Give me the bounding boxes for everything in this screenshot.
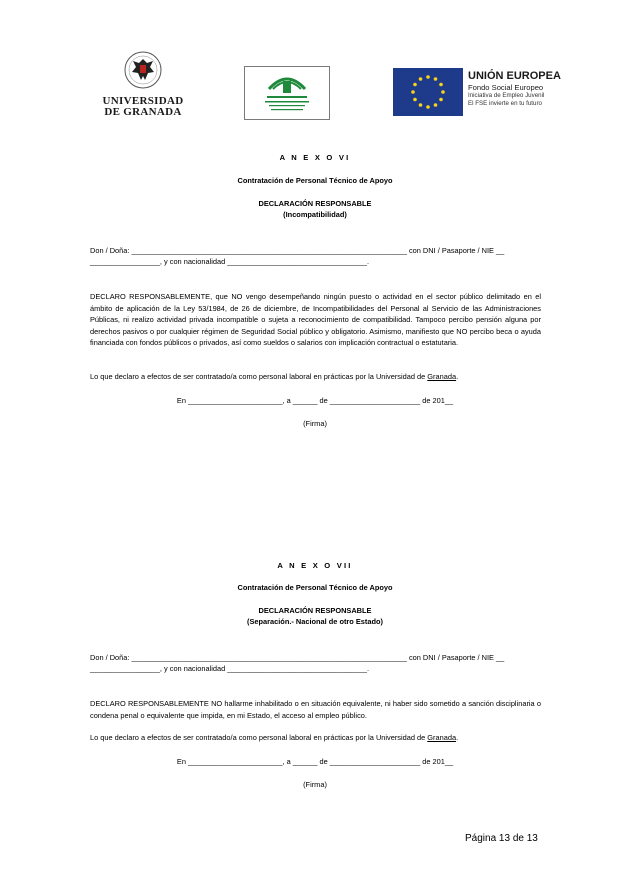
closing-text: Lo que declaro a efectos de ser contratado/a como personal laboral en prácticas por la Universidad de (90, 372, 428, 381)
annex6-body: DECLARO RESPONSABLEMENTE, que NO vengo desempeñando ningún puesto o actividad en el sector público delimitado en el ámbito de aplicación de la Ley 53/1984, de 26 de diciembre, de Incompatibilidades del Personal al Servicio de las Administraciones Públicas, ni realizo actividad privada incompatible o sujeta a reconocimiento de compatibilidad. Tampoco percibo pensión alguna por derechos pasivos o por cualquier régimen de Seguridad Social público y obligatorio. Asimismo, manifiesto que NO percibo beca o ayuda financiada con fondos públicos o privados, así como sueldos o salarios con implicación contractual o estatutaria. (90, 292, 541, 348)
page-number: Página 13 de 13 (465, 833, 538, 844)
eu-stars-icon (393, 68, 463, 116)
annex7-signature: (Firma) (303, 780, 327, 789)
annex7-place-date[interactable]: En _______________________, a ______ de ______________________ de 201__ (176, 757, 454, 766)
nationality-label: , y con nacionalidad (159, 257, 228, 266)
junta-emblem-icon (245, 67, 329, 119)
annex7-decl-subtitle: (Separación.- Nacional de otro Estado) (247, 617, 383, 626)
eu-text-block (468, 70, 568, 108)
dni-blank[interactable]: _________________ (90, 257, 160, 266)
university-name-line2: DE GRANADA (104, 106, 182, 118)
closing-text: Lo que declaro a efectos de ser contratado/a como personal laboral en prácticas por la Universidad de (90, 733, 428, 742)
eu-line1: Iniciativa de Empleo Juvenil (468, 92, 545, 99)
name-label: Don / Doña: (90, 246, 132, 255)
university-name-line1: UNIVERSIDAD (102, 95, 184, 107)
annex7-title: A N E X O VII (277, 561, 353, 570)
university-logo (98, 50, 188, 120)
name-blank[interactable]: ___________________________________________________________________ (131, 653, 407, 662)
annex6-title: A N E X O VI (279, 153, 351, 162)
annex7-body: DECLARO RESPONSABLEMENTE NO hallarme inhabilitado o en situación equivalente, ni haber sido sometido a sanción disciplinaria o condena penal o equivalente que impida, en mi Estado, el acceso al empleo público. (90, 699, 541, 720)
annex7-nationality-line (90, 663, 550, 675)
eu-flag (393, 68, 463, 116)
name-label: Don / Doña: (90, 653, 132, 662)
eu-line2: El FSE invierte en tu futuro (468, 100, 542, 107)
annex7-closing (90, 732, 541, 744)
nationality-blank[interactable]: __________________________________ (227, 257, 368, 266)
annex6-closing (90, 371, 541, 383)
annex6-signature: (Firma) (303, 419, 327, 428)
annex6-decl-subtitle: (Incompatibilidad) (283, 210, 347, 219)
nationality-label: , y con nacionalidad (159, 664, 228, 673)
annex6-decl-title: DECLARACIÓN RESPONSABLE (258, 199, 372, 208)
nationality-end: . (367, 257, 370, 266)
annex6-nationality-line (90, 256, 550, 268)
closing-end: . (456, 733, 459, 742)
closing-university: Granada (427, 372, 457, 381)
name-blank[interactable]: ___________________________________________________________________ (131, 246, 407, 255)
dni-label: con DNI / Pasaporte / NIE __ (406, 653, 505, 662)
annex6-name-line (90, 245, 550, 257)
eu-fund: Fondo Social Europeo (468, 83, 544, 92)
annex6-subtitle: Contratación de Personal Técnico de Apoyo (237, 176, 393, 185)
closing-university: Granada (427, 733, 457, 742)
annex7-subtitle: Contratación de Personal Técnico de Apoyo (237, 583, 393, 592)
annex6-place-date[interactable]: En _______________________, a ______ de ______________________ de 201__ (176, 396, 454, 405)
annex7-decl-title: DECLARACIÓN RESPONSABLE (258, 606, 372, 615)
nationality-blank[interactable]: __________________________________ (227, 664, 368, 673)
dni-label: con DNI / Pasaporte / NIE __ (406, 246, 505, 255)
dni-blank[interactable]: _________________ (90, 664, 160, 673)
junta-andalucia-logo (244, 66, 330, 120)
annex7-name-line (90, 652, 550, 664)
nationality-end: . (367, 664, 370, 673)
university-crest-icon (123, 50, 163, 90)
eu-title: UNIÓN EUROPEA (468, 70, 561, 82)
closing-end: . (456, 372, 459, 381)
